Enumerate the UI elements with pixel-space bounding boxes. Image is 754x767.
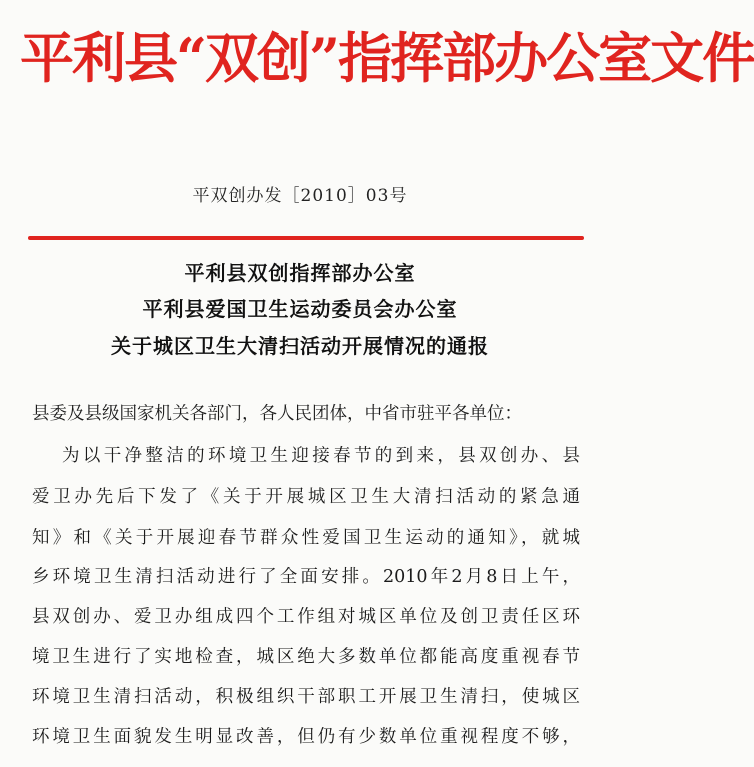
body-line: 为以干净整洁的环境卫生迎接春节的到来，县双创办、县 [62,446,580,466]
body-line: 县双创办、爱卫办组成四个工作组对城区单位及创卫责任区环 [32,607,580,627]
document-number: 平双创办发［2010］03号 [192,186,408,206]
title-line-3: 关于城区卫生大清扫活动开展情况的通报 [111,334,489,358]
body-line: 环境卫生面貌发生明显改善，但仍有少数单位重视程度不够， [32,727,580,747]
masthead-title: 平利县“双创”指挥部办公室文件 [20,26,754,90]
body-line: 县委及县级国家机关各部门，各人民团体，中省市驻平各单位： [32,404,522,424]
title-line-1: 平利县双创指挥部办公室 [184,261,416,285]
title-line-2: 平利县爱国卫生运动委员会办公室 [142,297,458,321]
body-line: 知》和《关于开展迎春节群众性爱国卫生运动的通知》，就城 [32,528,580,548]
body-line: 境卫生进行了实地检查，城区绝大多数单位都能高度重视春节 [32,647,580,667]
body-line: 爱卫办先后下发了《关于开展城区卫生大清扫活动的紧急通 [32,487,580,507]
body-line: 乡环境卫生清扫活动进行了全面安排。2010年2月8日上午， [32,567,580,587]
body-line: 环境卫生清扫活动，积极组织干部职工开展卫生清扫，使城区 [32,687,580,707]
red-divider [28,236,584,240]
